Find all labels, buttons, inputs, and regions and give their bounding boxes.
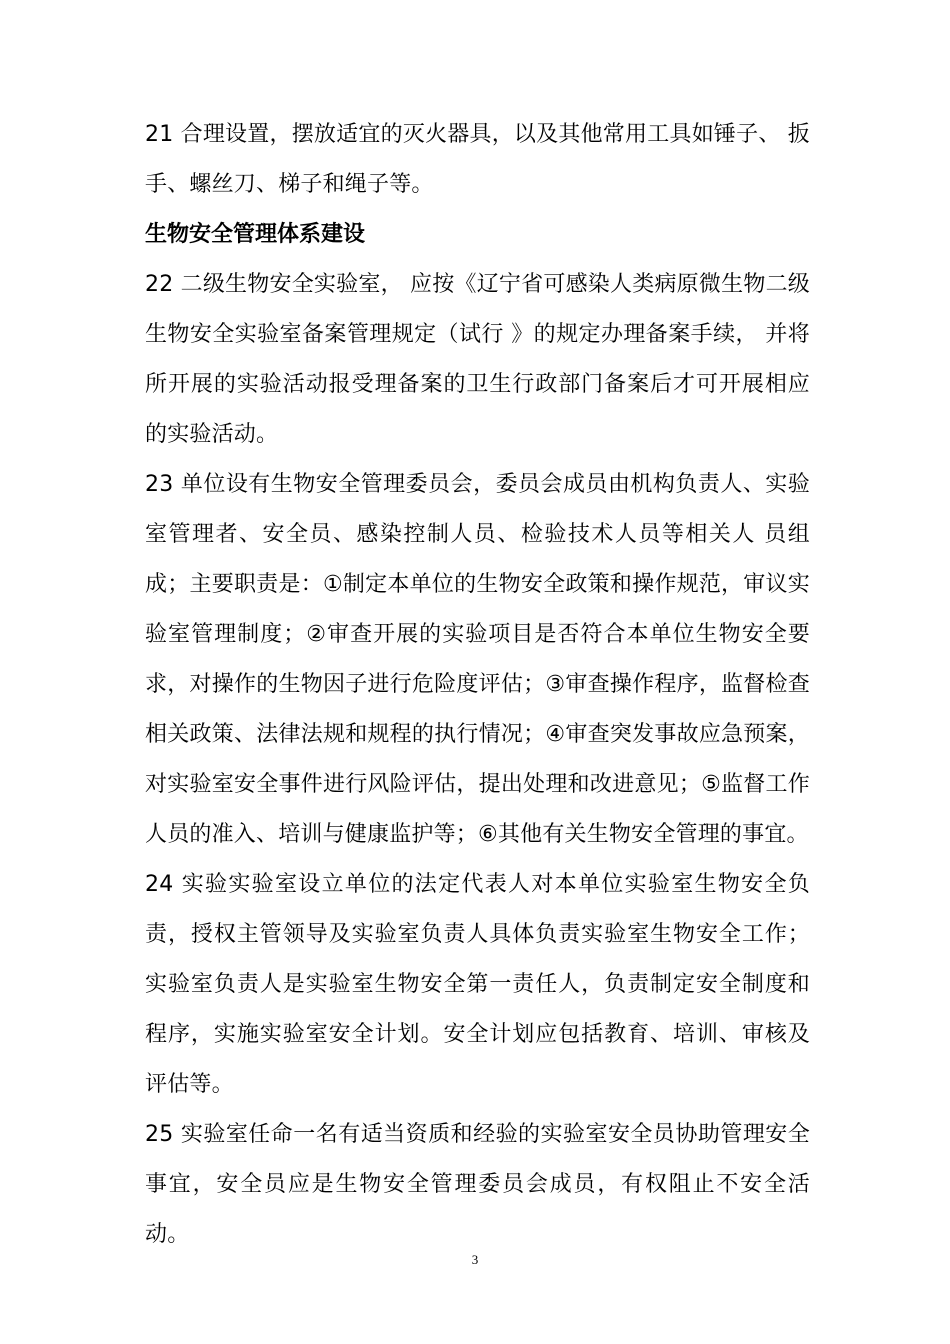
paragraph-22: 22 二级生物安全实验室， 应按《辽宁省可感染人类病原微生物二级生物安全实验室备案管理规定（试行 》的规定办理备案手续， 并将所开展的实验活动报受理备案的卫生行政部门备案后才可开展相应的实验活动。 [145,272,810,447]
paragraph-25: 25 实验室任命一名有适当资质和经验的实验室安全员协助管理安全事宜，安全员应是生物安全管理委员会成员，有权阻止不安全活动。 [145,1122,810,1247]
document-body [145,110,810,1260]
paragraph-21: 21 合理设置，摆放适宜的灭火器具，以及其他常用工具如锤子、 扳手、螺丝刀、梯子和绳子等。 [145,122,810,197]
page-number: 3 [471,1252,479,1267]
paragraph-24: 24 实验实验室设立单位的法定代表人对本单位实验室生物安全负责，授权主管领导及实验室负责人具体负责实验室生物安全工作；实验室负责人是实验室生物安全第一责任人，负责制定安全制度和程序，实施实验室安全计划。安全计划应包括教育、培训、审核及评估等。 [145,872,810,1097]
section-heading: 生物安全管理体系建设 [145,222,366,247]
paragraph-23: 23 单位设有生物安全管理委员会，委员会成员由机构负责人、实验室管理者、安全员、感染控制人员、检验技术人员等相关人 员组成；主要职责是：①制定本单位的生物安全政策和操作规范，审议实验室管理制度；②审查开展的实验项目是否符合本单位生物安全要求，对操作的生物因子进行危险度评估；③审查操作程序，监督检查相关政策、法律法规和规程的执行情况；④审查突发事故应急预案，对实验室安全事件进行风险评估，提出处理和改进意见；⑤监督工作人员的准入、培训与健康监护等；⑥其他有关生物安全管理的事宜。 [145,472,810,847]
